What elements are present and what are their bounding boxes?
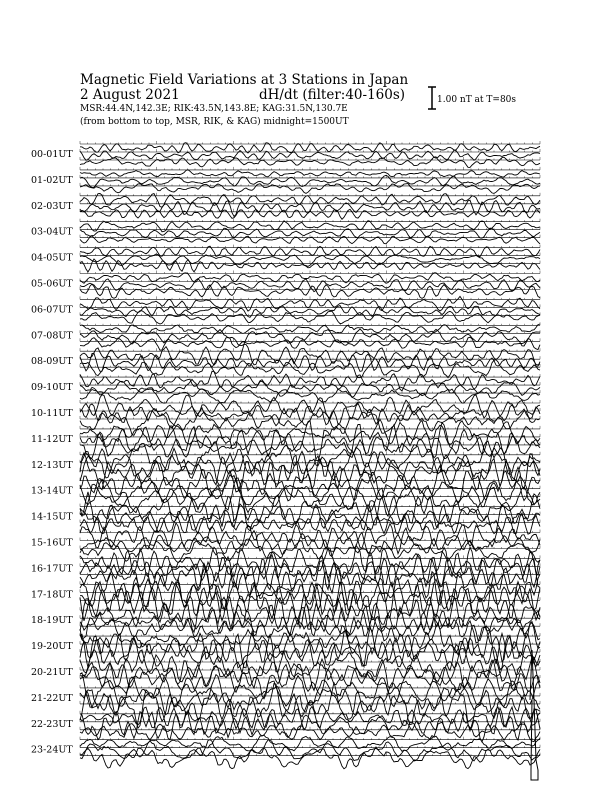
hour-row-label: 12-13UT	[31, 459, 73, 471]
chart-quantity: dH/dt (filter:40-160s)	[259, 87, 406, 103]
scale-bar-label: 1.00 nT at T=80s	[437, 95, 517, 105]
hour-row-label: 06-07UT	[31, 304, 73, 316]
hour-row-08-09UT	[31, 344, 540, 377]
trace-KAG	[80, 221, 540, 232]
hour-row-01-02UT	[31, 167, 540, 194]
trace-KAG	[80, 622, 540, 662]
hour-row-00-01UT	[31, 141, 540, 167]
hour-row-label: 02-03UT	[31, 200, 73, 212]
hour-row-label: 01-02UT	[31, 174, 73, 186]
hour-row-label: 13-14UT	[31, 485, 73, 497]
hour-row-09-10UT	[31, 371, 540, 403]
hour-row-label: 03-04UT	[31, 226, 73, 238]
scale-bar	[428, 87, 436, 109]
hour-row-label: 11-12UT	[31, 433, 73, 445]
chart-date: 2 August 2021	[80, 87, 180, 103]
hour-row-label: 18-19UT	[31, 615, 73, 627]
hour-row-label: 21-22UT	[31, 692, 73, 704]
trace-RIK	[80, 254, 540, 266]
hour-row-label: 19-20UT	[31, 641, 73, 653]
hour-row-label: 07-08UT	[31, 330, 73, 342]
hour-row-15-16UT	[31, 523, 540, 563]
hour-row-02-03UT	[31, 193, 540, 220]
hour-row-label: 10-11UT	[31, 408, 73, 419]
hour-row-04-05UT	[31, 245, 540, 272]
hour-row-label: 20-21UT	[31, 667, 73, 678]
hour-row-label: 16-17UT	[31, 563, 73, 575]
hour-row-label: 04-05UT	[31, 252, 73, 264]
hour-row-label: 05-06UT	[31, 278, 73, 290]
trace-KAG	[80, 735, 540, 751]
hour-row-17-18UT	[31, 568, 540, 625]
hour-row-label: 00-01UT	[31, 149, 73, 160]
hour-row-label: 08-09UT	[31, 356, 73, 368]
hour-row-label: 14-15UT	[31, 511, 73, 523]
hour-row-06-07UT	[31, 296, 540, 324]
hour-row-23-24UT	[31, 735, 540, 769]
trace-order-note: (from bottom to top, MSR, RIK, & KAG) midnight=1500UT	[80, 117, 349, 127]
hour-row-label: 22-23UT	[31, 718, 73, 730]
chart-title: Magnetic Field Variations at 3 Stations in Japan	[80, 72, 409, 88]
hour-row-label: 09-10UT	[31, 382, 73, 394]
hour-row-07-08UT	[31, 322, 540, 350]
hour-row-03-04UT	[31, 219, 540, 244]
hour-row-label: 15-16UT	[31, 537, 73, 549]
trace-KAG	[80, 344, 540, 366]
hour-row-20-21UT	[31, 645, 540, 698]
station-coordinates: MSR:44.4N,142.3E; RIK:43.5N,143.8E; KAG:31.5N,130.7E	[80, 104, 348, 114]
hour-row-05-06UT	[31, 271, 540, 299]
hour-row-label: 23-24UT	[31, 744, 73, 756]
hour-row-label: 17-18UT	[31, 589, 73, 601]
